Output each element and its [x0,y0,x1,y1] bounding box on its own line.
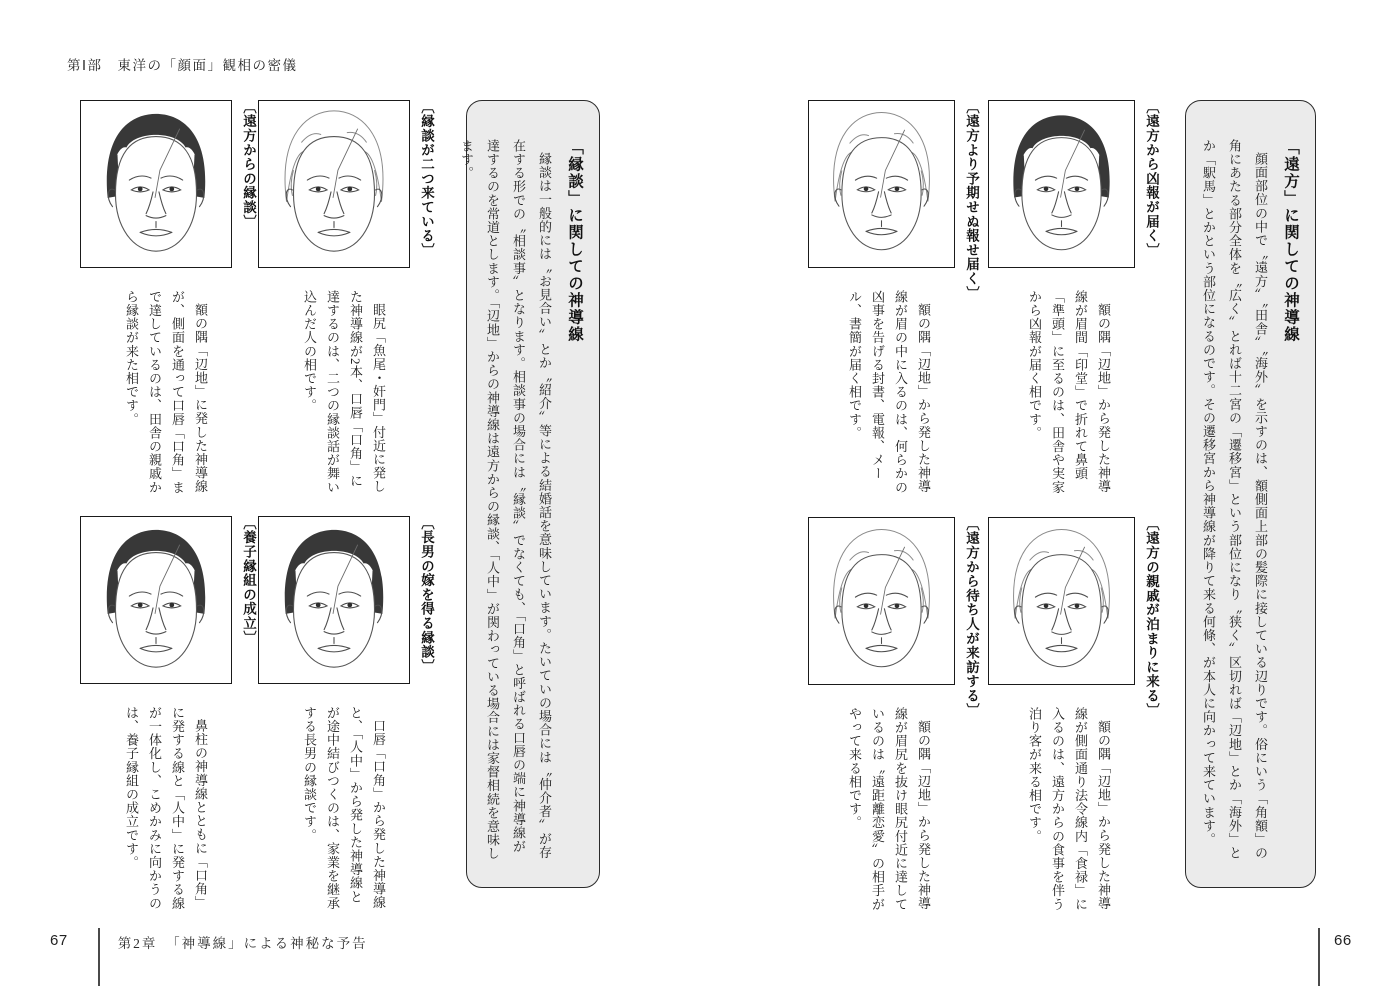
face-illustration-female [258,100,410,268]
footer-divider-left [98,928,100,986]
intro-box-title: 「遠方」に関しての神導線 [1282,139,1299,343]
figure-caption: 〔遠方より予期せぬ報せ届く〕 [964,100,979,301]
intro-box-body: 顔面部位の中で〝遠方〟〝田舎〟〝海外〟を示すのは、額側面上部の髪際に接している辺りです。俗にいう「角額」の角にあたる部分全体を〝広く〟とれば十二宮の「遷移宮」という部位になり〝狭く〟区切れば「辺地」とか「海外」とか「駅馬」とかという部位になるのです。その遷移宮から神導線が降りて来る何條、が本人に向かって来ています。 [1201,139,1268,860]
figure-description: 鼻柱の神導線とともに「口角」に発する線と「人中」に発する線が一体化し、こめかみに向かうのは、養子縁組の成立です。 [124,706,208,910]
figure-awaited-visitor [808,517,979,911]
figure-caption: 〔遠方から凶報が届く〕 [1144,100,1159,258]
intro-box-body: 縁談は一般的には〝お見合い〟とか〝紹介〟等による結婚話を意味しています。たいていの場合には〝仲介者〟が存在する形での〝相談事〟となります。相談事の場合には〝縁談〟でなくても、「口角」と呼ばれる口唇の端に神導線が達するのを常道とします。「辺地」からの神導線は遠方からの縁談、「人中」が関わっている場合には家督相続を意味します。 [459,139,552,861]
figure-description: 額の隅「辺地」から発した神導線が眉尻を抜け眼尻付近に達しているのは〝遠距離恋愛〟の相手がやって来る相です。 [847,707,931,911]
figure-two-marriage-offers [258,100,434,494]
face-illustration-female [808,100,955,268]
figure-description: 額の隅「辺地」から発した神導線が眉間「印堂」で折れて鼻頭「準頭」に至るのは、田舎や実家から凶報が届く相です。 [1027,290,1111,494]
footer-left [50,932,368,986]
figure-unexpected-news [808,100,979,494]
face-illustration-male [258,516,410,684]
figure-marriage-offer-from-afar [80,100,256,494]
figure-caption: 〔遠方から待ち人が来訪する〕 [964,517,979,718]
figure-adoption-established [80,516,256,910]
intro-box-title: 「縁談」に関しての神導線 [566,139,583,343]
running-head-part-title: 第Ⅰ部 東洋の「顔面」観相の密儀 [67,58,298,73]
face-illustration-male [988,100,1135,268]
page-number-right: 66 [1334,932,1352,949]
face-illustration-male [80,516,232,684]
face-illustration-male [80,100,232,268]
intro-box-enpou [1185,100,1316,888]
figure-caption: 〔養子縁組の成立〕 [241,516,256,645]
figure-description: 眼尻「魚尾・奸門」付近に発した神導線が2本、口唇「口角」に達するのは、二つの縁談話が舞い込んだ人の相です。 [302,290,386,494]
figure-description: 額の隅「辺地」から発した神導線が眉の中に入るのは、何らかの凶事を告げる封書、電報、メール、書簡が届く相です。 [847,290,931,494]
figure-bad-news-from-afar [988,100,1159,494]
face-illustration-female [988,517,1135,685]
intro-box-engadan [459,100,600,888]
figure-caption: 〔長男の嫁を得る縁談〕 [419,516,434,674]
figure-caption: 〔縁談が二つ来ている〕 [419,100,434,258]
figure-description: 口唇「口角」から発した神導線と、「人中」から発した神導線とが途中結びつくのは、家業を継承する長男の縁談です。 [302,706,386,910]
chapter-title: 第2章 「神導線」による神秘な予告 [117,936,368,951]
figure-caption: 〔遠方からの縁談〕 [241,100,256,229]
page-number-left: 67 [50,932,68,949]
figure-eldest-son-bride [258,516,434,910]
figure-description: 額の隅「辺地」から発した神導線が側面通り法令線内「食禄」に入るのは、遠方からの食事を伴う泊り客が来る相です。 [1027,707,1111,911]
figure-caption: 〔遠方の親戚が泊まりに来る〕 [1144,517,1159,718]
face-illustration-female [808,517,955,685]
footer-divider-right [1318,928,1320,986]
footer-right [1318,928,1352,986]
figure-relatives-staying-over [988,517,1159,911]
figure-description: 額の隅「辺地」に発した神導線が、側面を通って口唇「口角」まで達しているのは、田舎の親戚から縁談が来た相です。 [124,290,208,494]
